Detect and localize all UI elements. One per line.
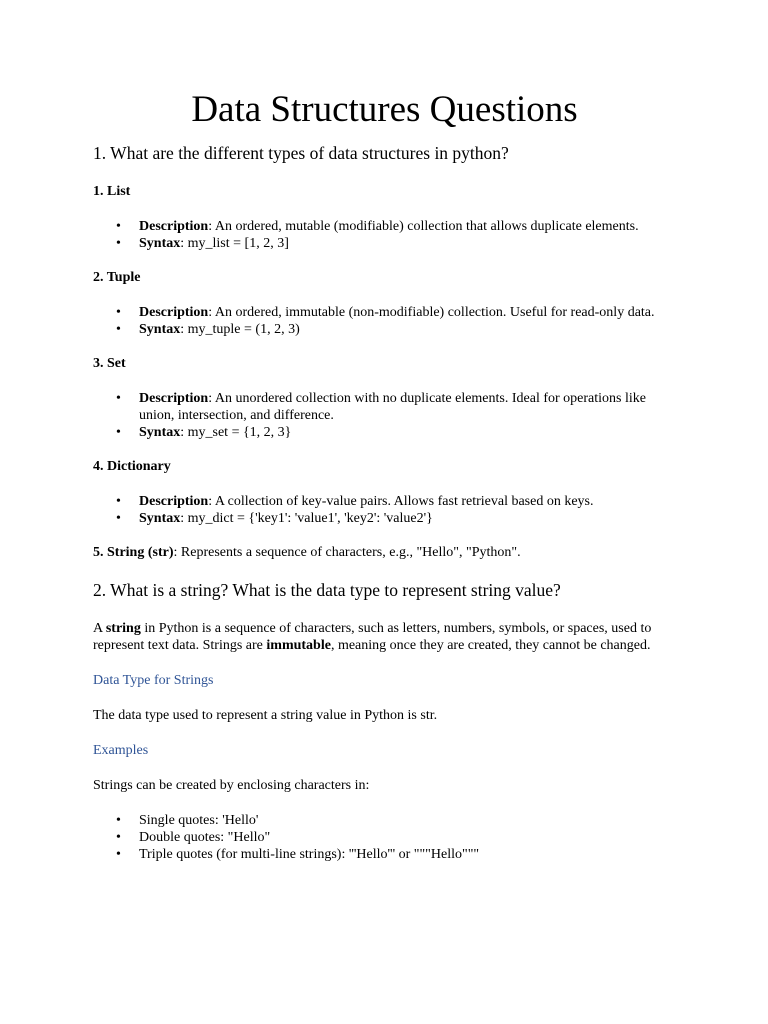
syntax-text: : my_set = {1, 2, 3} bbox=[180, 425, 292, 440]
bullet-icon: • bbox=[116, 830, 121, 845]
description-text: : An ordered, mutable (modifiable) collection that allows duplicate elements. bbox=[208, 219, 639, 234]
example-text: Single quotes: 'Hello' bbox=[139, 813, 259, 828]
section-title-set: 3. Set bbox=[93, 356, 126, 371]
data-type-paragraph: The data type used to represent a string value in Python is str. bbox=[93, 708, 438, 723]
list-item bbox=[116, 812, 676, 829]
text-run: , meaning once they are created, they cannot be changed. bbox=[330, 638, 651, 653]
example-text: Double quotes: "Hello" bbox=[139, 830, 271, 845]
list-item bbox=[116, 510, 676, 527]
bullet-icon: • bbox=[116, 219, 121, 234]
list-item bbox=[116, 829, 676, 846]
string-type-paragraph bbox=[93, 544, 676, 561]
description-label: Description bbox=[139, 305, 209, 320]
syntax-label: Syntax bbox=[139, 511, 181, 526]
bullet-icon: • bbox=[116, 425, 121, 440]
examples-intro: Strings can be created by enclosing characters in: bbox=[93, 778, 370, 793]
bullet-icon: • bbox=[116, 305, 121, 320]
string-type-label: 5. String (str) bbox=[93, 545, 174, 560]
list-item bbox=[116, 424, 676, 441]
list-item bbox=[116, 218, 676, 235]
list-item bbox=[116, 321, 676, 338]
bullet-icon: • bbox=[116, 236, 121, 251]
list-details bbox=[93, 218, 676, 252]
syntax-label: Syntax bbox=[139, 425, 181, 440]
list-item bbox=[116, 304, 676, 321]
syntax-text: : my_tuple = (1, 2, 3) bbox=[180, 322, 300, 337]
document-title: Data Structures Questions bbox=[191, 89, 578, 130]
bold-term-immutable: immutable bbox=[266, 638, 331, 653]
bullet-icon: • bbox=[116, 494, 121, 509]
question-1-heading: 1. What are the different types of data structures in python? bbox=[93, 143, 509, 163]
description-text: : An ordered, immutable (non-modifiable) collection. Useful for read-only data. bbox=[208, 305, 655, 320]
bullet-icon: • bbox=[116, 391, 121, 406]
section-title-dictionary: 4. Dictionary bbox=[93, 459, 171, 474]
bullet-icon: • bbox=[116, 847, 121, 862]
section-title-tuple: 2. Tuple bbox=[93, 270, 141, 285]
question-2-heading: 2. What is a string? What is the data type to represent string value? bbox=[93, 580, 561, 600]
list-item bbox=[116, 846, 676, 863]
string-definition-paragraph bbox=[93, 620, 676, 654]
bullet-icon: • bbox=[116, 322, 121, 337]
subheading-data-type: Data Type for Strings bbox=[93, 673, 214, 688]
example-text: Triple quotes (for multi-line strings): '''Hello''' or """Hello""" bbox=[139, 847, 480, 862]
tuple-details bbox=[93, 304, 676, 338]
section-title-list: 1. List bbox=[93, 184, 131, 199]
syntax-text: : my_dict = {'key1': 'value1', 'key2': 'value2'} bbox=[180, 511, 433, 526]
description-text: : A collection of key-value pairs. Allows fast retrieval based on keys. bbox=[208, 494, 594, 509]
examples-list bbox=[93, 812, 676, 863]
syntax-text: : my_list = [1, 2, 3] bbox=[180, 236, 289, 251]
syntax-label: Syntax bbox=[139, 236, 181, 251]
set-details bbox=[93, 390, 676, 441]
description-label: Description bbox=[139, 494, 209, 509]
dictionary-details bbox=[93, 493, 676, 527]
text-run: A bbox=[93, 621, 106, 636]
description-label: Description bbox=[139, 391, 209, 406]
bold-term-string: string bbox=[105, 621, 141, 636]
string-type-text: : Represents a sequence of characters, e.g., "Hello", "Python". bbox=[173, 545, 521, 560]
list-item bbox=[116, 390, 676, 424]
bullet-icon: • bbox=[116, 511, 121, 526]
syntax-label: Syntax bbox=[139, 322, 181, 337]
text-run: in Python is a sequence of characters, such as letters, numbers, symbols, or spaces, used to represent text data. Strings are bbox=[93, 621, 652, 653]
bullet-icon: • bbox=[116, 813, 121, 828]
subheading-examples: Examples bbox=[93, 743, 149, 758]
list-item bbox=[116, 493, 676, 510]
description-text: : An unordered collection with no duplicate elements. Ideal for operations like union, intersection, and difference. bbox=[139, 391, 646, 423]
description-label: Description bbox=[139, 219, 209, 234]
list-item bbox=[116, 235, 676, 252]
